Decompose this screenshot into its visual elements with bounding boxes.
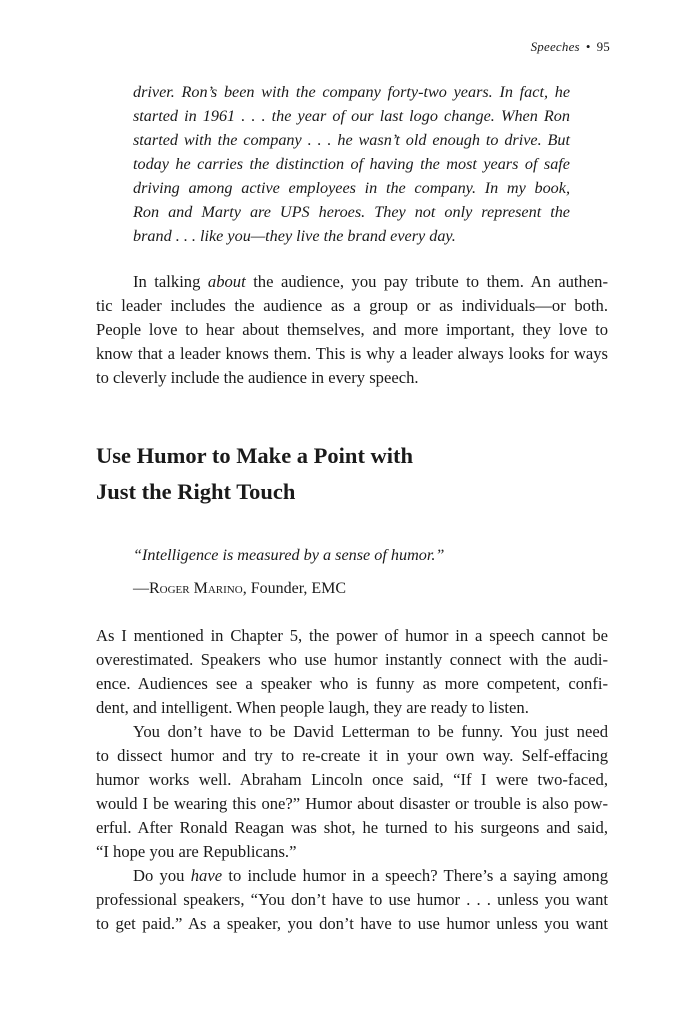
quote-line: brand . . . like you—they live the brand every day. bbox=[133, 227, 456, 245]
body-line: professional speakers, “You don’t have to use humor . . . unless you want bbox=[96, 890, 608, 909]
section-heading-line-1: Use Humor to Make a Point with bbox=[96, 443, 414, 468]
paragraph-line: to cleverly include the audience in every speech. bbox=[96, 368, 419, 387]
section-heading bbox=[96, 438, 616, 510]
epigraph-author: Roger Marino bbox=[149, 580, 243, 597]
body-line: ence. Audiences see a speaker who is funny as more competent, confi- bbox=[96, 674, 608, 693]
body-line: As I mentioned in Chapter 5, the power of humor in a speech cannot be bbox=[96, 626, 608, 645]
quote-line: Ron and Marty are UPS heroes. They not only represent the bbox=[133, 203, 570, 221]
page-number: 95 bbox=[596, 39, 610, 54]
quote-line: started with the company . . . he wasn’t old enough to drive. But bbox=[133, 131, 570, 149]
block-quote bbox=[133, 80, 570, 248]
quote-line: today he carries the distinction of having the most years of safe bbox=[133, 155, 570, 173]
running-head-bullet: • bbox=[585, 39, 591, 54]
body-line: to get paid.” As a speaker, you don’t have to use humor unless you want bbox=[96, 914, 608, 933]
quote-line: started in 1961 . . . the year of our last logo change. When Ron bbox=[133, 107, 570, 125]
body-line: to dissect humor and try to re-create it in your own way. Self-effacing bbox=[96, 746, 608, 765]
body-text bbox=[96, 624, 608, 936]
body-line: overestimated. Speakers who use humor instantly connect with the audi- bbox=[96, 650, 608, 669]
body-line: dent, and intelligent. When people laugh, they are ready to listen. bbox=[96, 698, 529, 717]
paragraph-audience bbox=[96, 270, 608, 390]
body-line: erful. After Ronald Reagan was shot, he turned to his surgeons and said, bbox=[96, 818, 608, 837]
epigraph-attribution: —Roger Marino, Founder, EMC bbox=[133, 580, 347, 597]
paragraph-line: tic leader includes the audience as a group or as individuals—or both. bbox=[96, 296, 608, 315]
body-line: “I hope you are Republicans.” bbox=[96, 842, 297, 861]
running-head-section: Speeches bbox=[530, 39, 580, 54]
emphasis-have: have bbox=[190, 866, 223, 885]
paragraph-line: In talking about the audience, you pay tribute to them. An authen- bbox=[133, 272, 608, 291]
body-line: Do you have to include humor in a speech? There’s a saying among bbox=[133, 866, 609, 885]
section-heading-line-2: Just the Right Touch bbox=[96, 479, 296, 504]
body-line: would I be wearing this one?” Humor about disaster or trouble is also pow- bbox=[96, 794, 608, 813]
epigraph-quote: “Intelligence is measured by a sense of humor.” bbox=[133, 546, 445, 564]
emphasis-about: about bbox=[207, 272, 246, 291]
body-line: You don’t have to be David Letterman to be funny. You just need bbox=[133, 722, 608, 741]
running-head bbox=[531, 39, 610, 55]
quote-line: driving among active employees in the company. In my book, bbox=[133, 179, 570, 197]
quote-line: driver. Ron’s been with the company forty-two years. In fact, he bbox=[133, 83, 570, 101]
paragraph-line: know that a leader knows them. This is why a leader always looks for ways bbox=[96, 344, 608, 363]
body-line: humor works well. Abraham Lincoln once said, “If I were two-faced, bbox=[96, 770, 608, 789]
paragraph-line: People love to hear about themselves, and more important, they love to bbox=[96, 320, 608, 339]
